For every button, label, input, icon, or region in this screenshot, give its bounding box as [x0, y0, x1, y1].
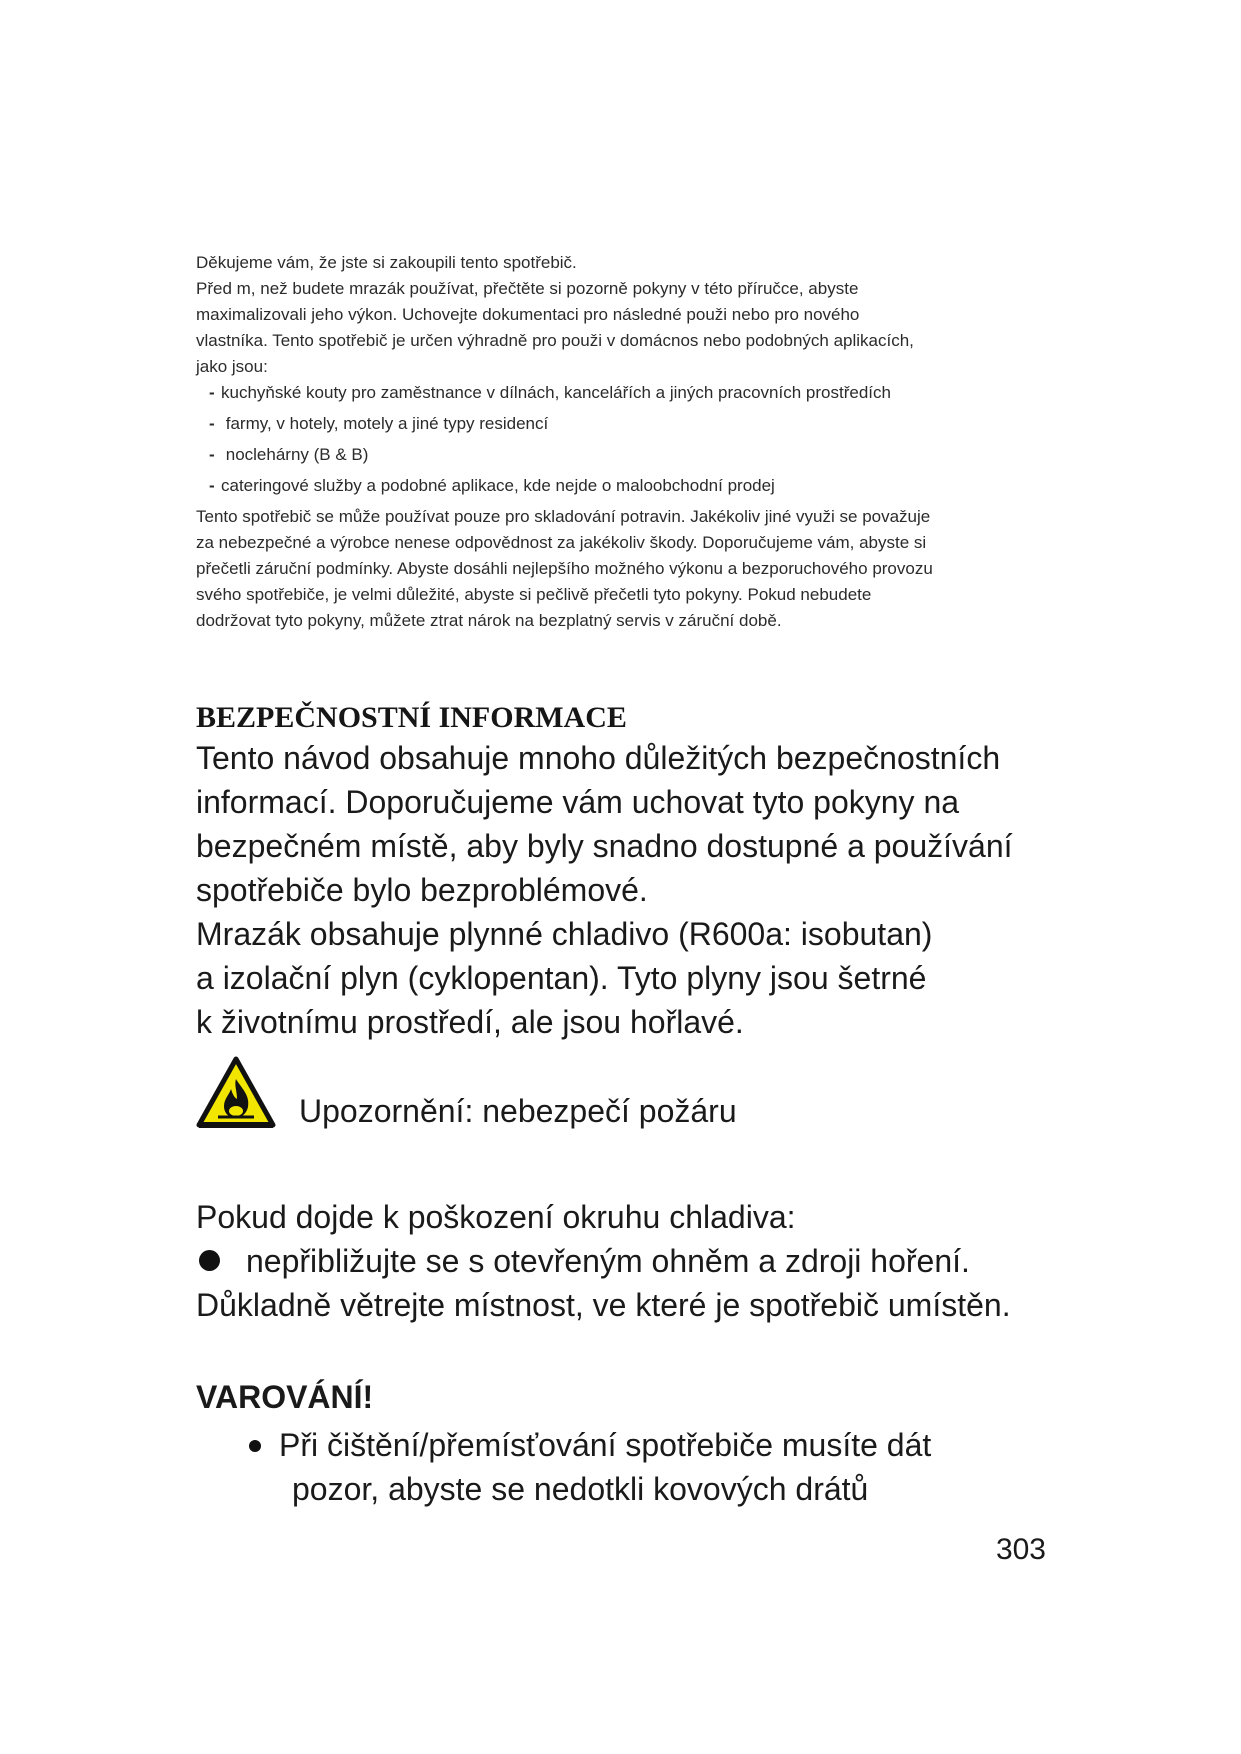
- list-item: - noclehárny (B & B): [209, 442, 1056, 468]
- safety-line: a izolační plyn (cyklopentan). Tyto plyny jsou šetrné: [196, 960, 927, 996]
- leak-intro: Pokud dojde k poškození okruhu chladiva:: [196, 1199, 796, 1235]
- list-item: - cateringové služby a podobné aplikace, kde nejde o maloobchodní prodej: [209, 473, 1056, 499]
- bullet-dot: [249, 1440, 261, 1452]
- intro-after-line: Tento spotřebič se může používat pouze pro skladování potravin. Jakékoliv jiné využi se považuje: [196, 507, 931, 526]
- leak-bullet: [196, 1239, 1096, 1283]
- safety-section: [196, 700, 1096, 1044]
- fire-hazard-icon: [196, 1055, 276, 1130]
- varovani-item-line: pozor, abyste se nedotkli kovových drátů: [292, 1471, 869, 1507]
- list-item: - farmy, v hotely, motely a jiné typy residencí: [209, 411, 1056, 437]
- varovani-item: [249, 1423, 1096, 1511]
- fire-warning: [196, 1055, 1096, 1145]
- dash-marker: -: [209, 476, 215, 495]
- safety-line: Tento návod obsahuje mnoho důležitých bezpečnostních: [196, 740, 1001, 776]
- usage-list: [196, 380, 1056, 499]
- leak-section: [196, 1195, 1096, 1327]
- intro-line: Před m, než budete mrazák používat, přečtěte si pozorně pokyny v této příručce, abyste: [196, 279, 859, 298]
- intro-section: [196, 250, 1056, 634]
- varovani-section: [196, 1375, 1096, 1511]
- bullet-dot: [199, 1250, 220, 1271]
- fire-warning-text: Upozornění: nebezpečí požáru: [299, 1093, 737, 1129]
- leak-bullet-text: nepřibližujte se s otevřeným ohněm a zdroji hoření.: [246, 1243, 970, 1279]
- safety-line: Mrazák obsahuje plynné chladivo (R600a: isobutan): [196, 916, 933, 952]
- intro-after-line: svého spotřebiče, je velmi důležité, abyste si pečlivě přečetli tyto pokyny. Pokud nebudete: [196, 585, 872, 604]
- safety-line: k životnímu prostředí, ale jsou hořlavé.: [196, 1004, 744, 1040]
- safety-line: spotřebiče bylo bezproblémové.: [196, 872, 648, 908]
- intro-after-line: přečetli záruční podmínky. Abyste dosáhli nejlepšího možného výkonu a bezporuchového provozu: [196, 559, 933, 578]
- safety-line: bezpečném místě, aby byly snadno dostupné a používání: [196, 828, 1013, 864]
- intro-line: vlastníka. Tento spotřebič je určen výhradně pro použi v domácnos nebo podobných aplikacích,: [196, 331, 914, 350]
- intro-line: jako jsou:: [196, 357, 268, 376]
- page-number: 303: [995, 1533, 1046, 1566]
- intro-line: Děkujeme vám, že jste si zakoupili tento spotřebič.: [196, 253, 577, 272]
- varovani-heading: VAROVÁNÍ!: [196, 1379, 374, 1415]
- intro-after-line: dodržovat tyto pokyny, můžete ztrat nárok na bezplatný servis v záruční době.: [196, 611, 782, 630]
- dash-marker: -: [209, 445, 215, 464]
- intro-line: maximalizovali jeho výkon. Uchovejte dokumentaci pro následné použi nebo pro nového: [196, 305, 860, 324]
- varovani-item-line: Při čištění/přemísťování spotřebiče musíte dát: [279, 1427, 932, 1463]
- dash-marker: -: [209, 383, 215, 402]
- leak-after: Důkladně větrejte místnost, ve které je spotřebič umístěn.: [196, 1287, 1011, 1323]
- safety-line: informací. Doporučujeme vám uchovat tyto pokyny na: [196, 784, 960, 820]
- dash-marker: -: [209, 414, 215, 433]
- intro-after-line: za nebezpečné a výrobce nenese odpovědnost za jakékoliv škody. Doporučujeme vám, abyste si: [196, 533, 927, 552]
- safety-heading: BEZPEČNOSTNÍ INFORMACE: [196, 701, 627, 734]
- list-item: - kuchyňské kouty pro zaměstnance v dílnách, kancelářích a jiných pracovních prostředích: [209, 380, 1056, 406]
